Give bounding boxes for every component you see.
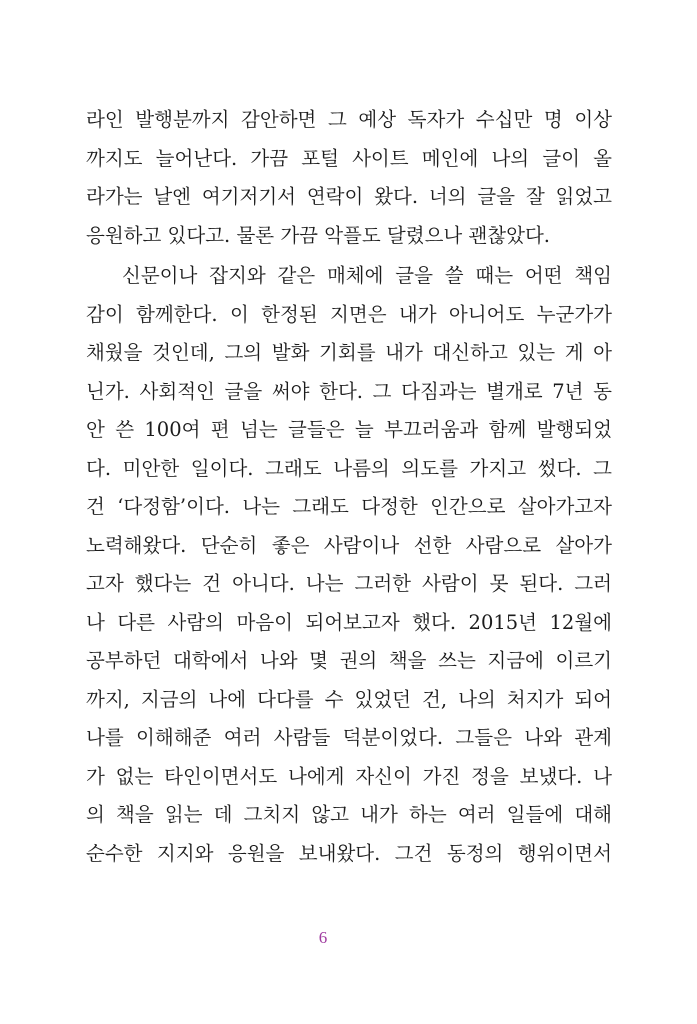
text-line: 신문이나 잡지와 같은 매체에 글을 쓸 때는 어떤 책임 [122,264,612,287]
text-line: 라인 발행분까지 감안하면 그 예상 독자가 수십만 명 이상 [86,108,612,131]
text-line: 다. 미안한 일이다. 그래도 나름의 의도를 가지고 썼다. 그 [86,456,612,480]
paragraph [86,257,612,873]
text-line: 안 쓴 100여 편 넘는 글들은 늘 부끄러움과 함께 발행되었 [86,418,612,441]
page-number: 6 [318,928,328,947]
text-line: 까지도 늘어난다. 가끔 포털 사이트 메인에 나의 글이 올 [86,146,612,170]
text-line: 닌가. 사회적인 글을 써야 한다. 그 다짐과는 별개로 7년 동 [86,379,612,403]
text-line: 건 ‘다정함’이다. 나는 그래도 다정한 인간으로 살아가고자 [86,495,612,518]
text-line: 의 책을 읽는 데 그치지 않고 내가 하는 여러 일들에 대해 [86,803,612,826]
text-line: 고자 했다는 건 아니다. 나는 그러한 사람이 못 된다. 그러 [86,572,612,595]
text-line: 감이 함께한다. 이 한정된 지면은 내가 아니어도 누군가가 [86,302,612,326]
text-line: 가 없는 타인이면서도 나에게 자신이 가진 정을 보냈다. 나 [86,764,612,788]
text-line: 나를 이해해준 여러 사람들 덕분이었다. 그들은 나와 관계 [86,726,612,749]
text-line: 응원하고 있다고. 물론 가끔 악플도 달렸으나 괜찮았다. [86,223,551,247]
text-line: 까지, 지금의 나에 다다를 수 있었던 건, 나의 처지가 되어 [86,687,612,711]
text-line: 순수한 지지와 응원을 보내왔다. 그건 동정의 행위이면서 [86,841,612,865]
text-line: 나 다른 사람의 마음이 되어보고자 했다. 2015년 12월에 [86,610,612,634]
text-line: 공부하던 대학에서 나와 몇 권의 책을 쓰는 지금에 이르기 [86,649,612,672]
text-line: 채웠을 것인데, 그의 발화 기회를 내가 대신하고 있는 게 아 [86,341,612,364]
text-line: 라가는 날엔 여기저기서 연락이 왔다. 너의 글을 잘 읽었고 [86,185,612,208]
body-text [86,101,612,873]
text-line: 노력해왔다. 단순히 좋은 사람이나 선한 사람으로 살아가 [86,533,612,557]
paragraph [86,101,612,255]
